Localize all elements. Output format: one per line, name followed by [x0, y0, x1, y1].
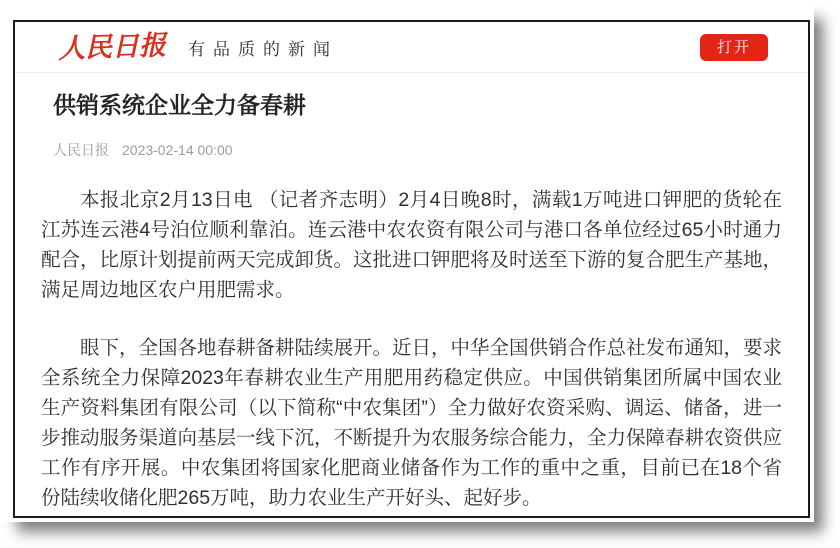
masthead — [15, 22, 808, 73]
article-paragraph: 本报北京2月13日电 （记者齐志明）2月4日晚8时，满载1万吨进口钾肥的货轮在江苏连云港4号泊位顺利靠泊。连云港中农农资有限公司与港口各单位经过65小时通力配合，比原计划提前两天完成卸货。这批进口钾肥将及时送至下游的复合肥生产基地，满足周边地区农户用肥需求。 — [41, 189, 783, 301]
article-card — [13, 20, 810, 518]
masthead-tagline: 有品质的新闻 — [188, 39, 338, 59]
article-title: 供销系统企业全力备春耕 — [53, 92, 306, 118]
article-publish-date: 2023-02-14 00:00 — [122, 142, 233, 158]
peoples-daily-logo: 人民日报 — [57, 29, 167, 65]
article-paragraph: 眼下，全国各地春耕备耕陆续展开。近日，中华全国供销合作总社发布通知，要求全系统全力保障2023年春耕农业生产用肥用药稳定供应。中国供销集团所属中国农业生产资料集团有限公司（以下简称“中农集团”）全力做好农资采购、调运、储备，进一步推动服务渠道向基层一线下沉，不断提升为农服务综合能力，全力保障春耕农资供应工作有序开展。中农集团将国家化肥商业储备作为工作的重中之重，目前已在18个省份陆续收储化肥265万吨，助力农业生产开好头、起好步。 — [41, 337, 783, 509]
article-source: 人民日报 — [53, 142, 109, 158]
article-byline — [53, 141, 768, 159]
article-body — [15, 185, 808, 513]
open-app-button[interactable]: 打开 — [700, 34, 768, 61]
